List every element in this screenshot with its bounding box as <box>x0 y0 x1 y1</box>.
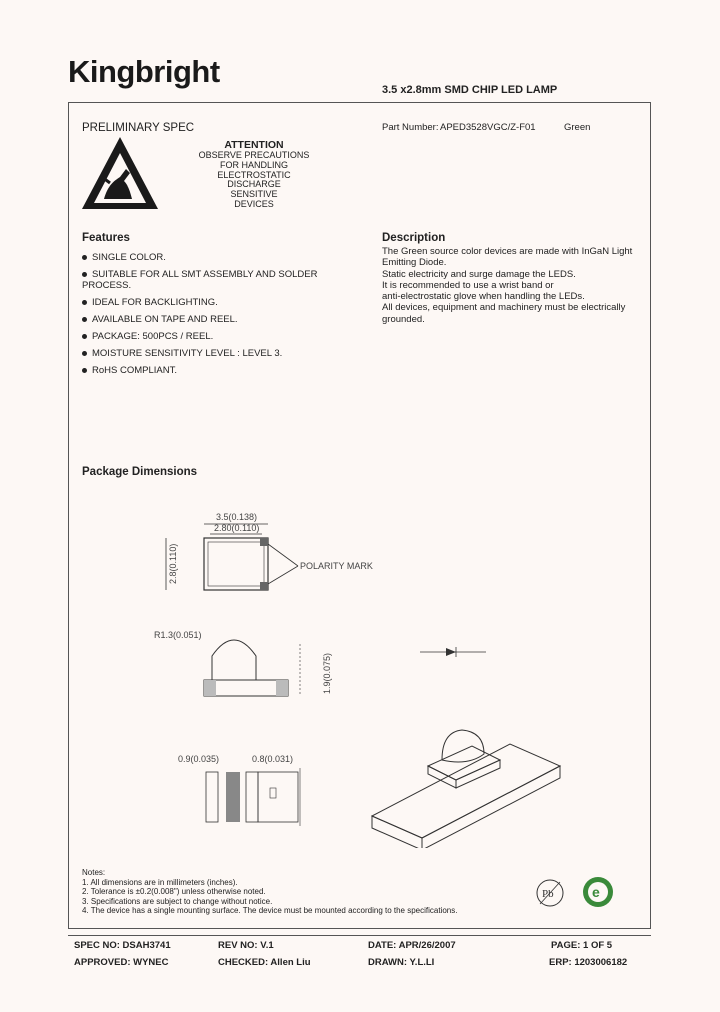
attention-line: ELECTROSTATIC <box>217 169 291 180</box>
bullet-icon <box>82 334 87 339</box>
feature-text: SINGLE COLOR. <box>92 252 166 263</box>
feature-item <box>82 348 352 359</box>
attention-heading: ATTENTION <box>224 139 284 151</box>
preliminary-spec-label: PRELIMINARY SPEC <box>82 122 195 134</box>
footer-divider <box>68 935 651 936</box>
pad-layout-drawing <box>178 754 300 826</box>
checked-by: CHECKED: Allen Liu <box>218 957 311 968</box>
side-view-drawing <box>154 630 332 696</box>
diode-symbol-icon <box>420 647 486 657</box>
kingbright-logo: Kingbright <box>68 54 220 89</box>
description-line: Static electricity and surge damage the LEDS. <box>382 268 576 280</box>
page-number: PAGE: 1 OF 5 <box>551 940 613 951</box>
package-dimensions-heading: Package Dimensions <box>82 466 198 478</box>
attention-block <box>186 139 322 210</box>
svg-text:e: e <box>592 884 600 900</box>
dim-width-text: 3.5(0.138) <box>216 512 258 522</box>
attention-line: DEVICES <box>234 198 274 209</box>
bullet-icon <box>82 317 87 322</box>
esd-warning-icon <box>80 133 160 211</box>
attention-line: FOR HANDLING <box>219 159 288 170</box>
feature-text: IDEAL FOR BACKLIGHTING. <box>92 297 218 308</box>
note-line: 4. The device has a single mounting surface. The device must be mounted according to the specifications. <box>82 906 458 915</box>
feature-item <box>82 314 352 325</box>
attention-line: SENSITIVE <box>230 189 278 200</box>
feature-item <box>82 297 352 308</box>
features-list <box>82 252 352 382</box>
bullet-icon <box>82 272 87 277</box>
dim-height-text: 2.8(0.110) <box>168 543 178 584</box>
svg-text:Pb: Pb <box>542 888 554 900</box>
feature-text: MOISTURE SENSITIVITY LEVEL : LEVEL 3. <box>92 348 283 359</box>
compliance-badges <box>530 874 620 912</box>
dim-inner-text: 2.80(0.110) <box>214 523 260 533</box>
feature-item <box>82 331 352 342</box>
feature-text: PACKAGE: 500PCS / REEL. <box>92 331 214 342</box>
attention-line: DISCHARGE <box>227 179 281 190</box>
pad-a-text: 0.9(0.035) <box>178 754 220 764</box>
feature-text: AVAILABLE ON TAPE AND REEL. <box>92 314 238 325</box>
feature-text: PROCESS. <box>82 280 132 291</box>
note-line: 2. Tolerance is ±0.2(0.008") unless otherwise noted. <box>82 887 266 896</box>
description-line: The Green source color devices are made with InGaN Light <box>382 246 633 257</box>
package-drawing <box>150 498 590 848</box>
pad-b-text: 0.8(0.031) <box>252 754 294 764</box>
bullet-icon <box>82 255 87 260</box>
spec-number: SPEC NO: DSAH3741 <box>74 940 171 951</box>
notes-block <box>82 868 457 916</box>
notes-heading: Notes: <box>82 868 106 877</box>
document-date: DATE: APR/26/2007 <box>368 940 456 951</box>
part-number-value: APED3528VGC/Z-F01 <box>440 122 536 133</box>
feature-text: SUITABLE FOR ALL SMT ASSEMBLY AND SOLDER <box>92 269 318 280</box>
part-color: Green <box>564 122 591 133</box>
revision-number: REV NO: V.1 <box>218 940 274 951</box>
description-line: Emitting Diode. <box>382 257 447 269</box>
side-height-text: 1.9(0.075) <box>322 652 332 694</box>
bullet-icon <box>82 351 87 356</box>
note-line: 3. Specifications are subject to change without notice. <box>82 896 273 906</box>
features-heading: Features <box>82 232 130 244</box>
rohs-e-icon <box>583 877 613 907</box>
pb-free-icon <box>537 880 563 906</box>
top-view-drawing <box>166 512 373 590</box>
description-body <box>382 246 642 325</box>
feature-item <box>82 365 352 376</box>
bullet-icon <box>82 368 87 373</box>
approved-by: APPROVED: WYNEC <box>74 957 169 968</box>
description-heading: Description <box>382 232 446 244</box>
bullet-icon <box>82 300 87 305</box>
note-line: 1. All dimensions are in millimeters (inches). <box>82 877 238 887</box>
part-number-label: Part Number: <box>382 122 439 133</box>
description-line: All devices, equipment and machinery must be electrically <box>382 302 626 314</box>
description-line: grounded. <box>382 313 425 325</box>
erp-number: ERP: 1203006182 <box>549 957 628 968</box>
feature-item <box>82 269 352 280</box>
feature-item <box>82 252 352 263</box>
feature-text: RoHS COMPLIANT. <box>92 365 177 376</box>
drawn-by: DRAWN: Y.L.LI <box>368 957 435 968</box>
feature-item-continued <box>82 280 352 291</box>
isometric-view-drawing <box>372 730 560 848</box>
radius-text: R1.3(0.051) <box>154 630 202 640</box>
document-title: 3.5 x2.8mm SMD CHIP LED LAMP <box>382 84 558 96</box>
polarity-mark-text: POLARITY MARK <box>300 561 373 571</box>
description-line: anti-electrostatic glove when handling the LEDs. <box>382 291 585 303</box>
description-line: It is recommended to use a wrist band or <box>382 279 554 291</box>
attention-line: OBSERVE PRECAUTIONS <box>198 150 310 160</box>
